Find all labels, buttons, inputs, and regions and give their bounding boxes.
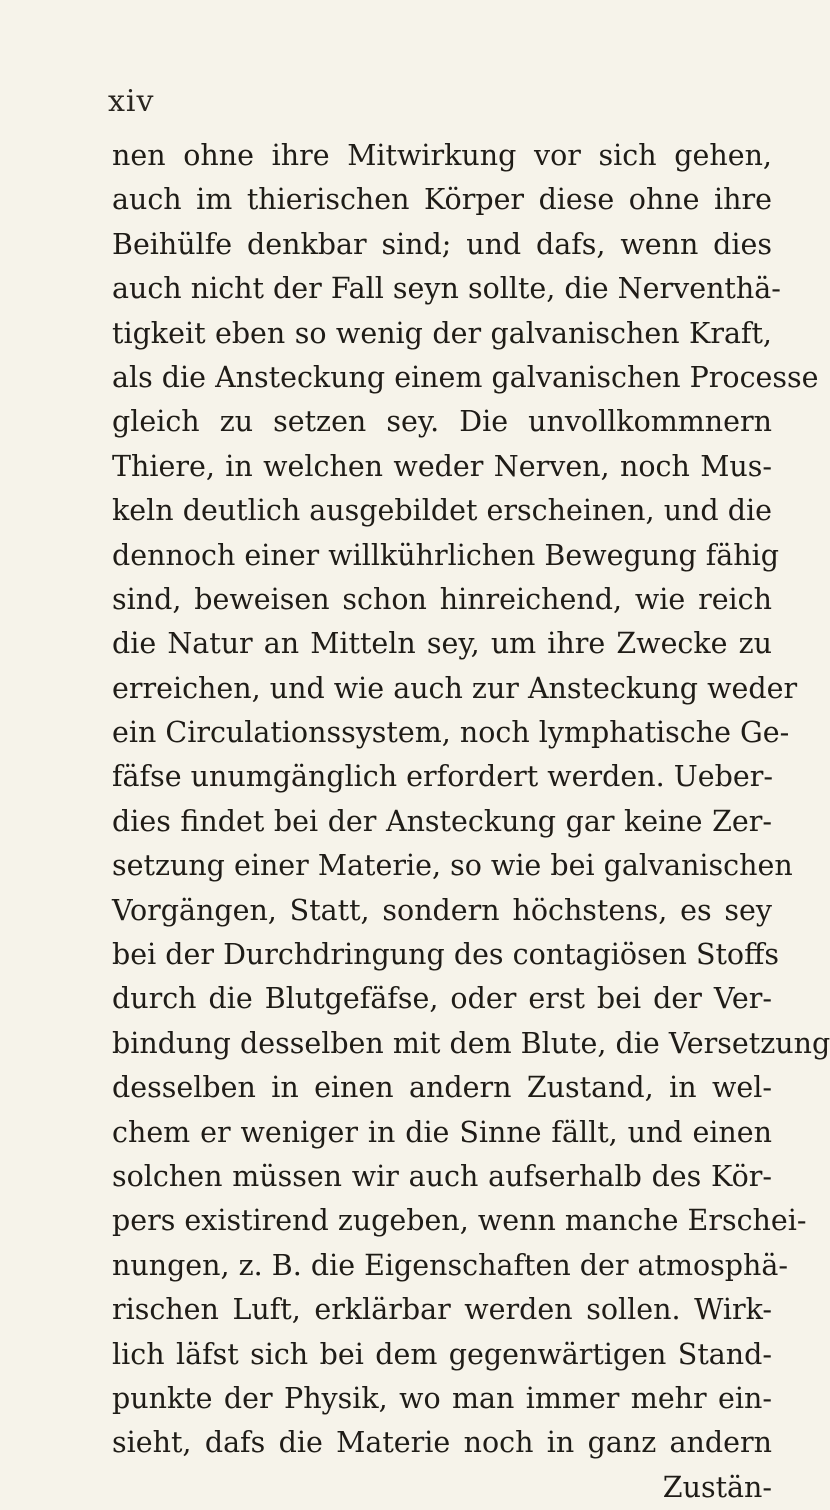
text-line: nungen, z. B. die Eigenschaften der atmosphä- — [112, 1248, 788, 1282]
body-text — [112, 134, 830, 1510]
text-line: punkte der Physik, wo man immer mehr ein- — [112, 1381, 772, 1415]
text-line: lich läfst sich bei dem gegenwärtigen Stand- — [112, 1337, 772, 1371]
text-line: desselben in einen andern Zustand, in wel- — [112, 1071, 772, 1105]
text-line: sieht, dafs die Materie noch in ganz andern — [112, 1426, 772, 1460]
text-line: chem er weniger in die Sinne fällt, und einen — [112, 1115, 772, 1149]
text-line: ein Circulationssystem, noch lymphatische Ge- — [112, 716, 790, 750]
text-line: dennoch einer willkührlichen Bewegung fähig — [112, 538, 779, 572]
text-line: erreichen, und wie auch zur Ansteckung weder — [112, 671, 798, 705]
text-line: als die Ansteckung einem galvanischen Processe — [112, 360, 819, 394]
text-line: tigkeit eben so wenig der galvanischen Kraft, — [112, 316, 772, 350]
page-number: xiv — [108, 84, 155, 119]
text-line: dies findet bei der Ansteckung gar keine Zer- — [112, 804, 772, 838]
text-line: durch die Blutgefäfse, oder erst bei der Ver- — [112, 982, 772, 1016]
text-line: Thiere, in welchen weder Nerven, noch Mus- — [112, 449, 772, 483]
text-line: sind, beweisen schon hinreichend, wie reich — [112, 582, 772, 616]
text-line: Beihülfe denkbar sind; und dafs, wenn dies — [112, 227, 772, 261]
text-line: gleich zu setzen sey. Die unvollkommnern — [112, 405, 772, 439]
catchword: Zustän- — [662, 1470, 772, 1504]
text-line: fäfse unumgänglich erfordert werden. Ueber- — [112, 760, 773, 794]
text-line: rischen Luft, erklärbar werden sollen. Wirk- — [112, 1293, 772, 1327]
text-line: setzung einer Materie, so wie bei galvanischen — [112, 849, 793, 883]
text-line: Vorgängen, Statt, sondern höchstens, es sey — [112, 893, 772, 927]
text-line: nen ohne ihre Mitwirkung vor sich gehen, — [112, 139, 772, 172]
text-line: die Natur an Mitteln sey, um ihre Zwecke zu — [112, 627, 772, 661]
text-line: keln deutlich ausgebildet erscheinen, und die — [112, 494, 772, 528]
text-line: bei der Durchdringung des contagiösen Stoffs — [112, 938, 779, 972]
text-line: auch nicht der Fall seyn sollte, die Nerventhä- — [112, 272, 781, 306]
text-line: pers existirend zugeben, wenn manche Erschei- — [112, 1204, 807, 1238]
text-line: auch im thierischen Körper diese ohne ihre — [112, 183, 772, 217]
text-line: solchen müssen wir auch aufserhalb des Kör- — [112, 1159, 772, 1193]
text-line: bindung desselben mit dem Blute, die Versetzung — [112, 1026, 830, 1060]
